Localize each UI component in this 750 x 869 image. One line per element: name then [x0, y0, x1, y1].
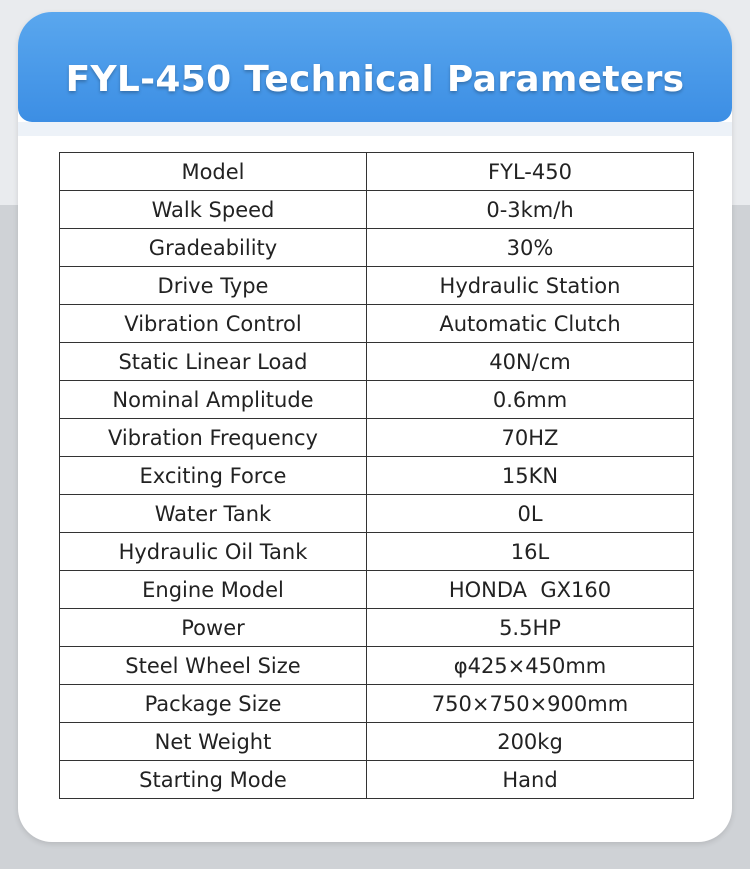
param-label: Static Linear Load	[60, 343, 367, 381]
param-value: Hand	[367, 761, 694, 799]
param-label: Nominal Amplitude	[60, 381, 367, 419]
table-row	[60, 761, 694, 799]
param-label: Vibration Frequency	[60, 419, 367, 457]
table-row	[60, 609, 694, 647]
param-value: Automatic Clutch	[367, 305, 694, 343]
table-row	[60, 457, 694, 495]
param-value: 5.5HP	[367, 609, 694, 647]
param-value: HONDA GX160	[367, 571, 694, 609]
param-label: Power	[60, 609, 367, 647]
param-value: 200kg	[367, 723, 694, 761]
param-value: 70HZ	[367, 419, 694, 457]
param-label: Gradeability	[60, 229, 367, 267]
table-row	[60, 153, 694, 191]
param-value: 16L	[367, 533, 694, 571]
param-value: 750×750×900mm	[367, 685, 694, 723]
param-label: Water Tank	[60, 495, 367, 533]
param-label: Starting Mode	[60, 761, 367, 799]
title-divider	[18, 122, 732, 136]
param-value: φ425×450mm	[367, 647, 694, 685]
table-row	[60, 533, 694, 571]
table-row	[60, 571, 694, 609]
param-label: Package Size	[60, 685, 367, 723]
table-row	[60, 647, 694, 685]
table-row	[60, 419, 694, 457]
param-value: 0L	[367, 495, 694, 533]
param-label: Hydraulic Oil Tank	[60, 533, 367, 571]
param-label: Model	[60, 153, 367, 191]
parameters-card	[18, 12, 732, 842]
table-row	[60, 343, 694, 381]
page-title: FYL-450 Technical Parameters	[65, 59, 685, 100]
param-label: Vibration Control	[60, 305, 367, 343]
param-value: 0-3km/h	[367, 191, 694, 229]
table-row	[60, 685, 694, 723]
param-value: 30%	[367, 229, 694, 267]
table-row	[60, 267, 694, 305]
param-value: FYL-450	[367, 153, 694, 191]
parameters-table	[59, 152, 694, 799]
table-row	[60, 723, 694, 761]
param-label: Drive Type	[60, 267, 367, 305]
table-row	[60, 381, 694, 419]
table-row	[60, 229, 694, 267]
param-label: Engine Model	[60, 571, 367, 609]
param-label: Steel Wheel Size	[60, 647, 367, 685]
param-value: Hydraulic Station	[367, 267, 694, 305]
param-value: 15KN	[367, 457, 694, 495]
table-row	[60, 495, 694, 533]
table-row	[60, 191, 694, 229]
param-label: Walk Speed	[60, 191, 367, 229]
param-label: Net Weight	[60, 723, 367, 761]
param-value: 40N/cm	[367, 343, 694, 381]
table-row	[60, 305, 694, 343]
param-label: Exciting Force	[60, 457, 367, 495]
param-value: 0.6mm	[367, 381, 694, 419]
